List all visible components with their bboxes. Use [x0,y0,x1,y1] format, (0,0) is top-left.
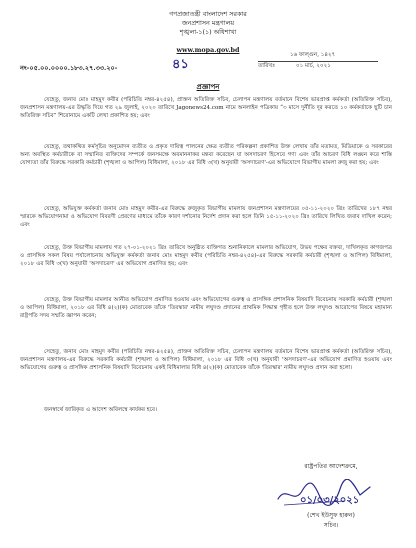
header-website-link[interactable]: www.mopa.gov.bd [176,46,240,54]
paragraph-6: সেহেতু, জনাব মোঃ মাহমুদ কবীর (পরিচিতি নম্বর-৪২৫৪), প্রাক্তন অতিরিক্ত সচিব, চেলাপন মন্ত্রণালয় বর্তমানে বিশেষ ভারপ্রাপ্ত কর্মকর্তা (অতিরিক্ত সচিব), জনপ্রশাসন মন্ত্রণালয়-এর বিরুদ্ধে সরকারি কর্মচারী (শৃঙ্খলা ও আপিল) বিধিমালা, ২০১৮ এর বিধি ৩(খ) অনুযায়ী 'অসদাচরণ'-এর অভিযোগ প্রমাণিত হওয়ায় এবং অভিযোগের গুরুত্ব ও প্রাসঙ্গিক প্রশাসনিক বিষয়াদি বিবেচনায় একই বিধিমালার বিধি ৪(২)(ক) মোতাবেক তাঁকে 'তিরস্কার' নামীয় লঘুদণ্ড প্রদান করা হলো। [20,349,392,371]
signatory-name: (শেখ ইউসুফ হারুন) [307,512,355,519]
date-bangla: ১৬ ফাল্গুন, ১৪২৭ [290,52,336,58]
paragraph-4: যেহেতু, উক্ত বিভাগীয় মামলায় গত ২৭-০১-২০২১ খ্রিঃ তারিখে অনুষ্ঠিত ব্যক্তিগত শুনানিকালে মামলার অভিযোগ, উভয় পক্ষের বক্তব্য, দাখিলকৃত কাগজপত্র ও প্রাসঙ্গিক সকল বিষয় পর্যালোচনায় অভিযুক্ত কর্মকর্তা জনাব মোঃ মাহমুদ কবীর (পরিচিতি নম্বর-৪২৫৪)-এর বিরুদ্ধে সরকারি কর্মচারী (শৃঙ্খলা ও আপিল) বিধিমালা, ২০১৮ এর বিধি ৩(খ) অনুযায়ী 'অসদাচরণ' এর অভিযোগ প্রমাণিত হয়; এবং [20,245,392,267]
header-section: শৃঙ্খলা-১(১) অধিশাখা [179,28,237,36]
signatory-designation: সচিব। [323,522,339,529]
date-divider [258,61,378,62]
paragraph-2: যেহেতু, তথাকথিত কর্মসূচির অনুমোদন ব্যতীত ও প্রকৃত দায়িত্ব পালনের ক্ষেত্র ব্যতীত পরিকল্পনা প্রকাশিত উক্ত লেখায় তাঁর মতামত, মিডিয়াকে ও সরকারের অন্য অবস্থিত কর্মচারীকে বা সম্মানিত ব্যক্তিদের সম্পর্কে জনসমক্ষে অবমাননাকর মন্তব্য করেছেন যা অসদাচরণ হিসেবে গণ্য এবং তাঁর আচরণ বিধি লঙ্ঘন করে শাস্তি যোগ্যতা তাঁর বিরুদ্ধে সরকারি কর্মচারী (শৃঙ্খলা ও আপিল) বিধিমালা, ২০১৮ এর বিধি ৩(খ) অনুযায়ী 'অসদাচরণ'-এর অভিযোগে বিভাগীয় মামলা রুজু করা হয়; এবং [20,144,392,166]
paragraph-3: যেহেতু, অভিযুক্ত কর্মকর্তা জনাব মোঃ মাহমুদ কবীর-এর বিরুদ্ধে রুজুকৃত বিভাগীয় মামলায় জনপ্রশাসন মন্ত্রণালয়ের ০৫-১১-২০২০ খ্রিঃ তারিখের ১৮৭ নম্বর স্মারকে অভিযোগনামা ও অভিযোগ বিবরণী প্রেরণের মাধ্যমে তাঁকে কারণ দর্শানোর নির্দেশ প্রদান করা হলে তিনি ১৫-১১-২০২০ খ্রিঃ তারিখে লিখিত জবাব দাখিল করেন; এবং [20,206,392,228]
paragraph-7: জনস্বার্থে জারিকৃত এ আদেশ অবিলম্বে কার্যকর হবে। [44,407,157,413]
memo-number: নং-০৫.০০.০০০০.১৮৩.২৭.৩৩.২০- [20,64,118,72]
header-ministry: জনপ্রশাসন মন্ত্রণালয় [181,19,235,27]
paragraph-1: যেহেতু, জনাব মোঃ মাহমুদ কবীর (পরিচিতি নম্বর-৪২৫৪), প্রাক্তন অতিরিক্ত সচিব, চেলাপন মন্ত্রণালয় বর্তমানে বিশেষ ভারপ্রাপ্ত কর্মকর্তা (অতিরিক্ত সচিব), জনপ্রশাসন মন্ত্রণালয়-এর উদ্ধৃতি দিয়ে গত ২৯ জুলাই, ২০২০ তারিখে Jagonews24.com নামে অনলাইন পত্রিকায় “৩ মাসে দুর্নীতি দূর করতে ১০ কর্মকর্তাকে ছুটি চান অতিরিক্ত সচিব” শিরোনামে একটি লেখা প্রকাশিত হয়; এবং [20,97,392,119]
header-government: গণপ্রজাতন্ত্রী বাংলাদেশ সরকার [169,10,247,18]
signature-handwritten-date: ০১/০৩/২০২১ [300,495,360,506]
header-website-wrap [0,37,416,56]
signature-order-line: রাষ্ট্রপতির আদেশক্রমে, [304,463,358,470]
paragraph-5: যেহেতু, উক্ত বিভাগীয় মামলার আনীত অভিযোগ প্রমাণিত হওয়ায় এবং অভিযোগের গুরুত্ব ও প্রাসঙ্গিক প্রশাসনিক বিষয়াদি বিবেচনায় সরকারি কর্মচারী (শৃঙ্খলা ও আপিল) বিধিমালা, ২০১৮ এর বিধি ৪(২)(ক) মোতাবেক তাঁকে 'তিরস্কার' নামীয় লঘুদণ্ড প্রদানের প্রাথমিক সিদ্ধান্ত গৃহীত হলে উক্ত লঘুদণ্ড আরোপের বিষয়ে মহামান্য রাষ্ট্রপতি সদয় সম্মতি জ্ঞাপন করেন; [20,297,392,319]
date-english: ০১ মার্চ, ২০২১ [296,63,331,69]
document-title: প্রজ্ঞাপন [196,82,220,91]
memo-number-handwritten: ৪১ [172,57,189,72]
date-label: তারিখঃ [258,63,276,69]
